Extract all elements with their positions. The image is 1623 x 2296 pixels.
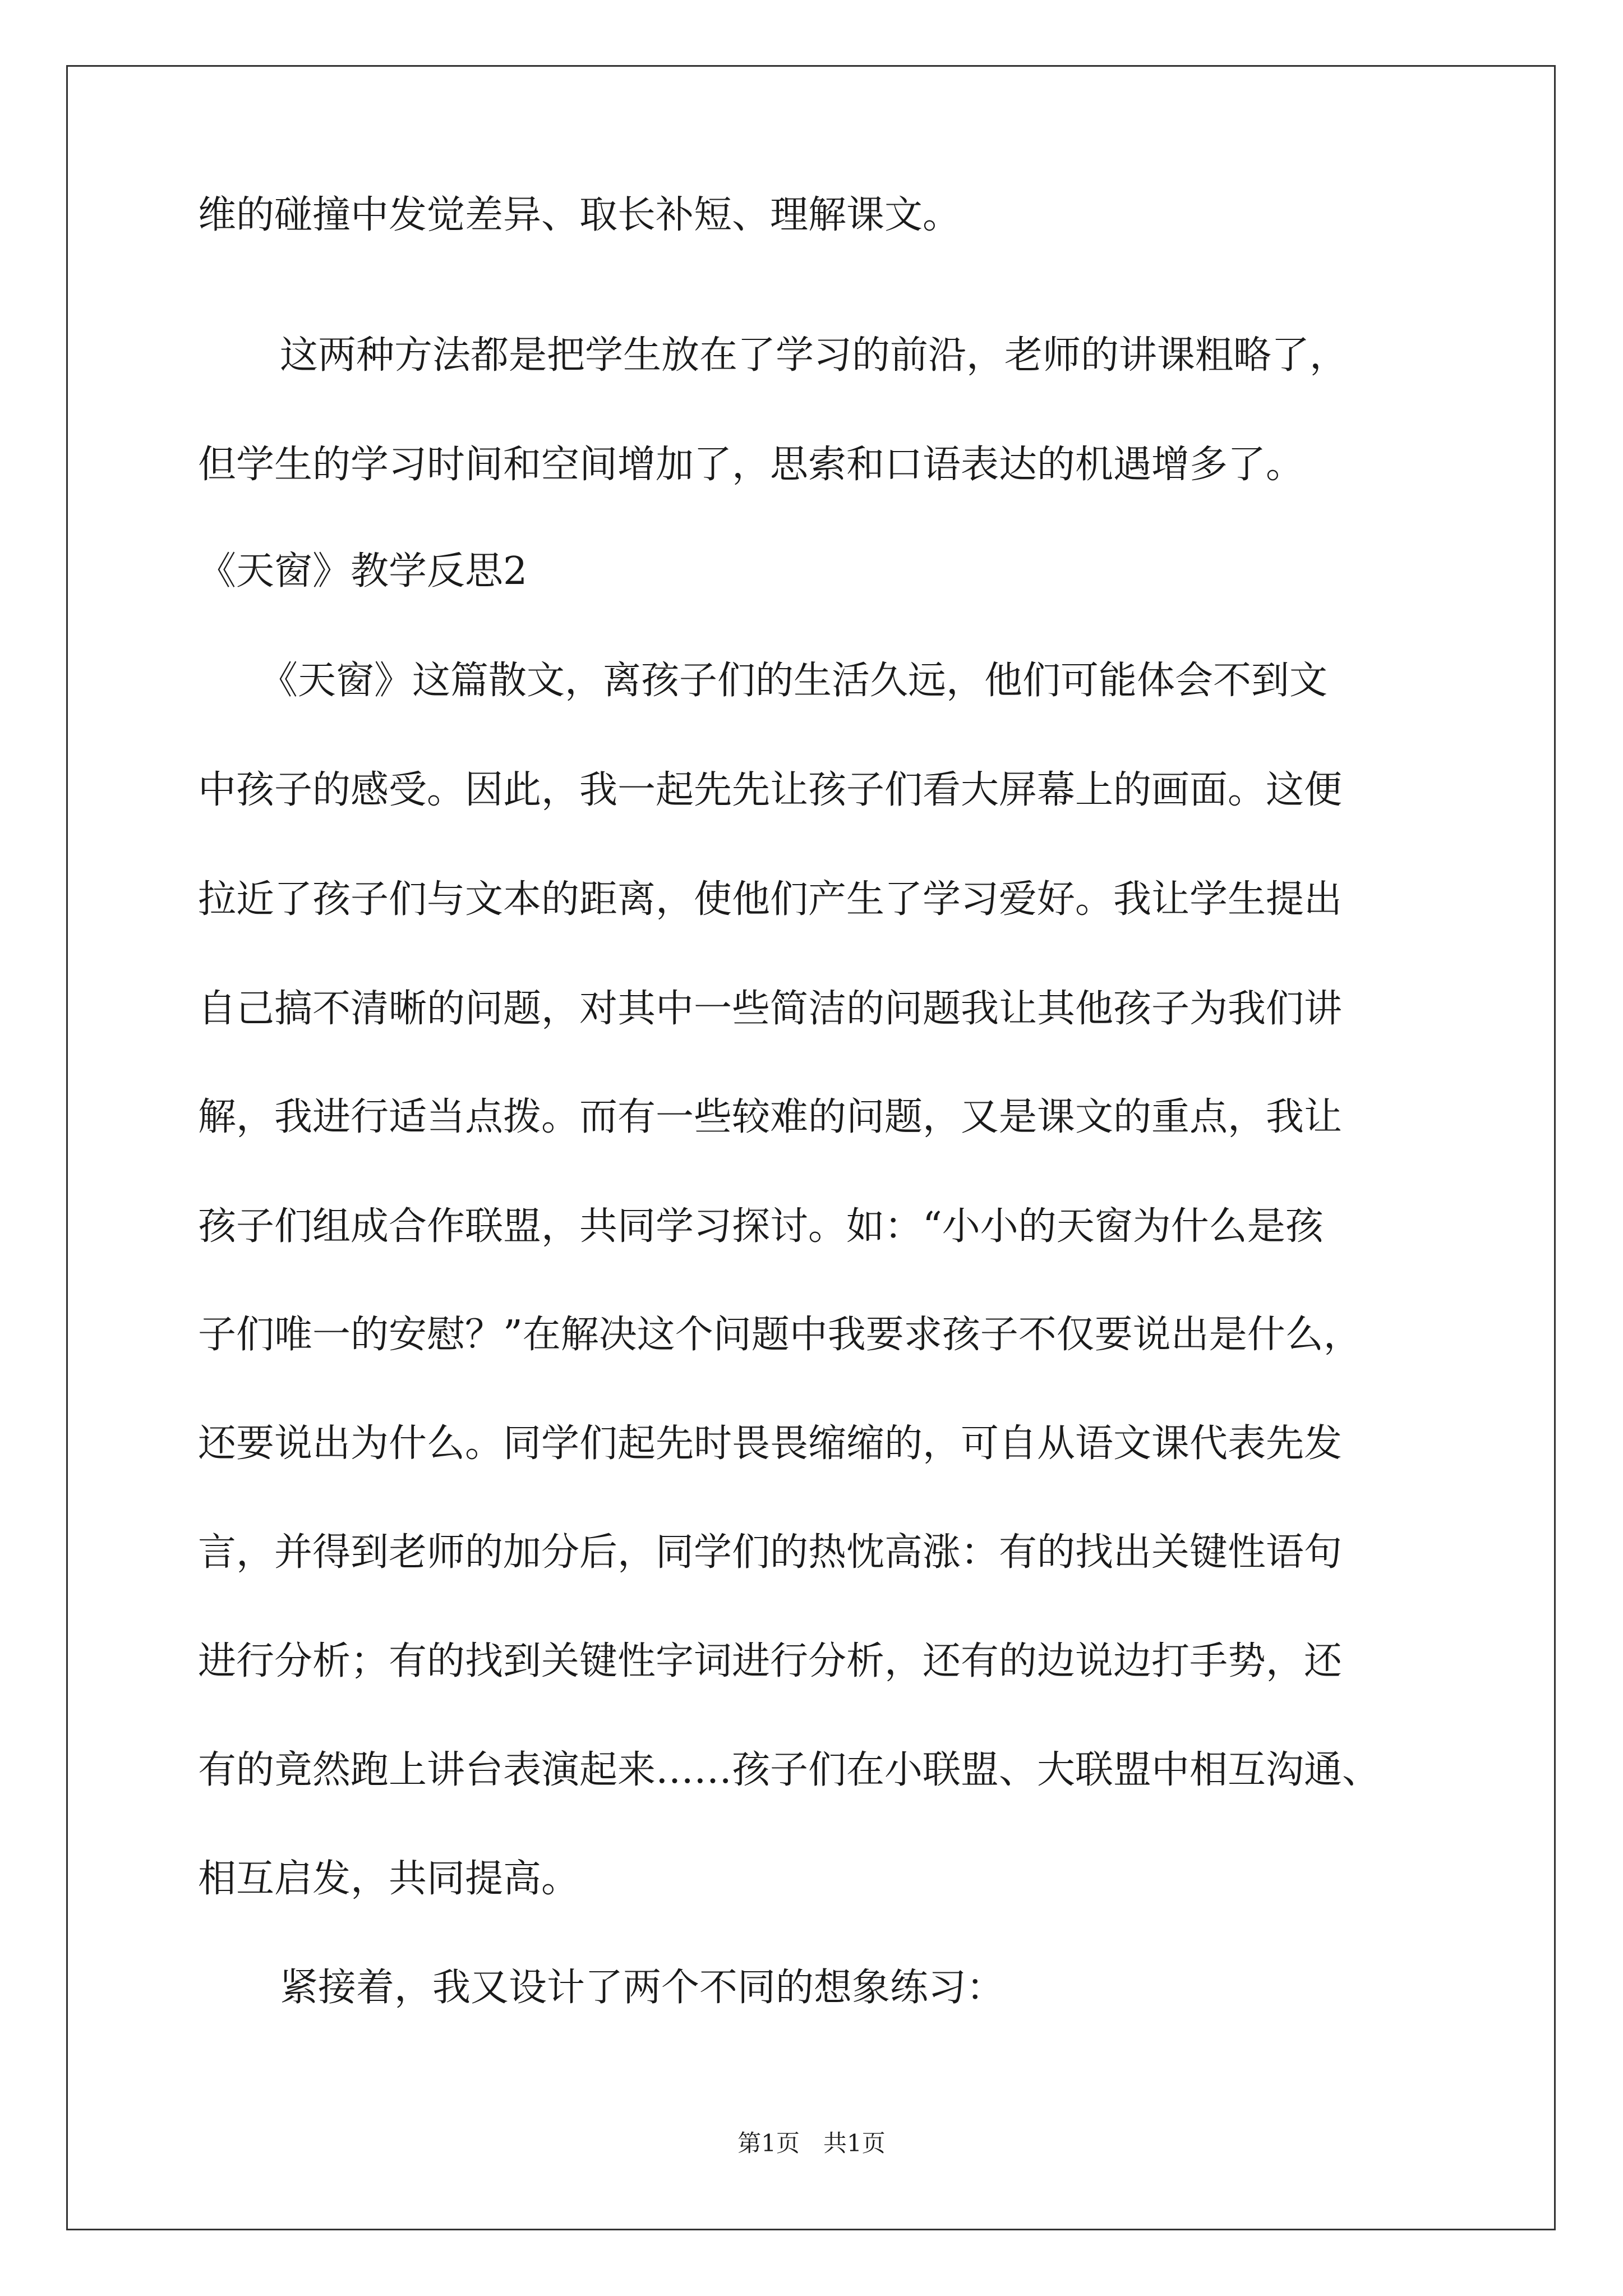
text-line: 这两种方法都是把学生放在了学习的前沿，老师的讲课粗略了，	[280, 333, 1348, 378]
text-line: 自己搞不清晰的问题，对其中一些简洁的问题我让其他孩子为我们讲	[198, 987, 1343, 1031]
page-frame	[66, 65, 1556, 2230]
text-line: 但学生的学习时间和空间增加了，思索和口语表达的机遇增多了。	[198, 443, 1304, 487]
text-line: 解，我进行适当点拨。而有一些较难的问题，又是课文的重点，我让	[198, 1095, 1343, 1139]
section-heading: 《天窗》教学反思2	[198, 549, 528, 593]
text-line: 《天窗》这篇散文，离孩子们的生活久远，他们可能体会不到文	[260, 659, 1328, 703]
text-line: 拉近了孩子们与文本的距离，使他们产生了学习爱好。我让学生提出	[198, 877, 1343, 922]
text-line: 有的竟然跑上讲台表演起来……孩子们在小联盟、大联盟中相互沟通、	[198, 1748, 1381, 1792]
text-line: 维的碰撞中发觉差异、取长补短、理解课文。	[198, 193, 961, 237]
text-line: 进行分析；有的找到关键性字词进行分析，还有的边说边打手势，还	[198, 1639, 1343, 1683]
text-line: 言，并得到老师的加分后，同学们的热忱高涨：有的找出关键性语句	[198, 1530, 1343, 1575]
text-line: 中孩子的感受。因此，我一起先先让孩子们看大屏幕上的画面。这便	[198, 768, 1343, 812]
page-number: 第1页 共1页	[737, 2129, 886, 2157]
text-line: 孩子们组成合作联盟，共同学习探讨。如：“小小的天窗为什么是孩	[198, 1204, 1324, 1249]
text-line: 相互启发，共同提高。	[198, 1857, 580, 1901]
text-line: 子们唯一的安慰？”在解决这个问题中我要求孩子不仅要说出是什么，	[198, 1313, 1362, 1357]
text-line: 还要说出为什么。同学们起先时畏畏缩缩的，可自从语文课代表先发	[198, 1421, 1343, 1466]
text-line: 紧接着，我又设计了两个不同的想象练习：	[280, 1966, 1005, 2010]
